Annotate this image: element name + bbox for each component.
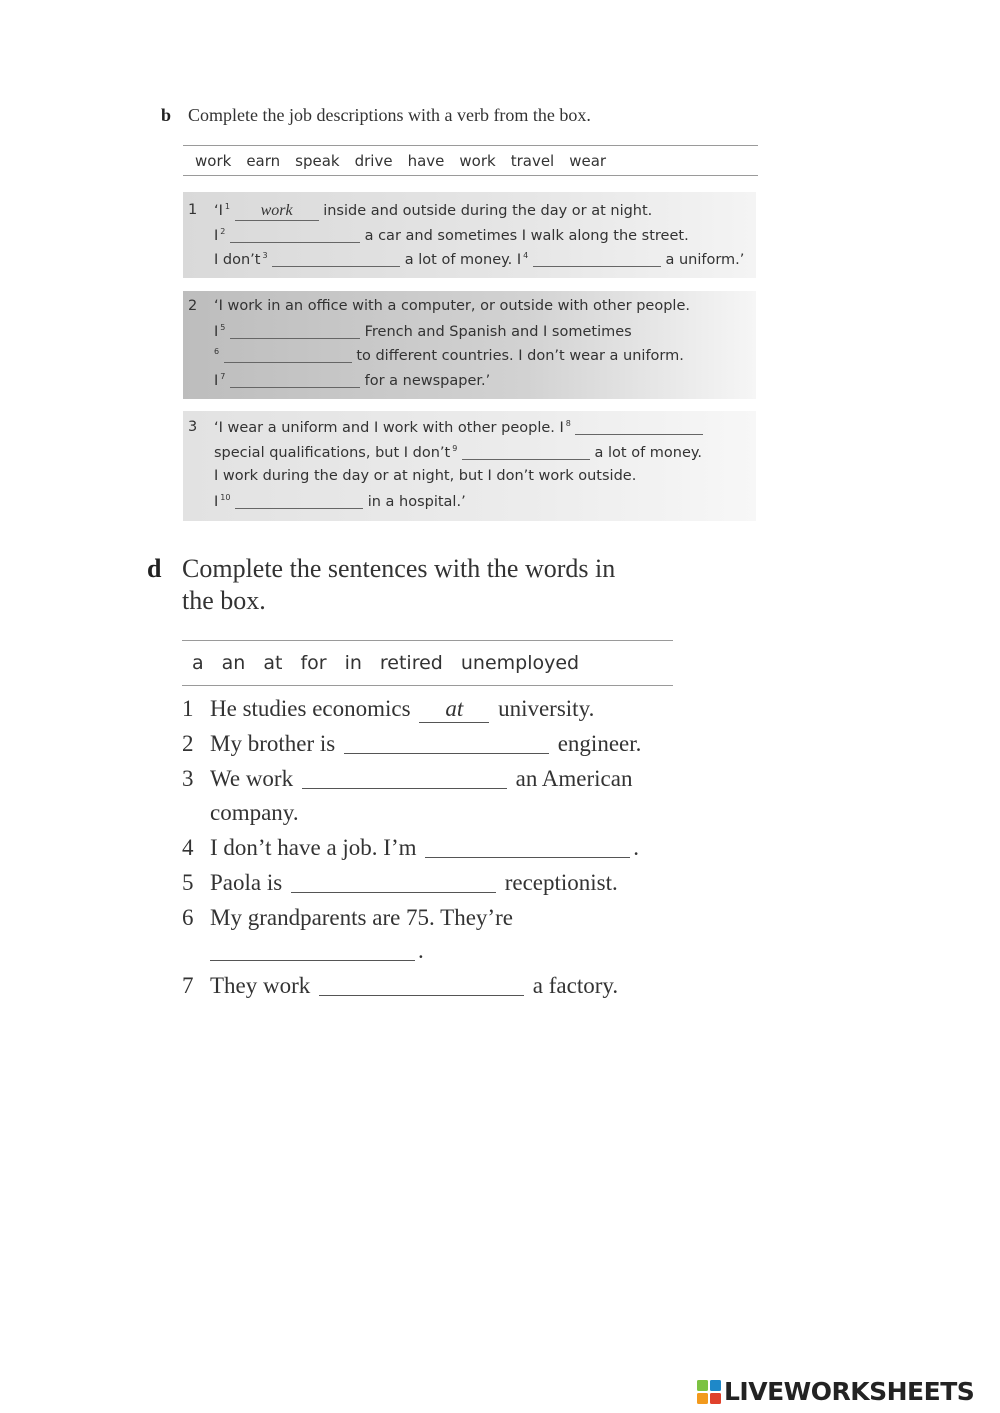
question-number: 2: [182, 731, 194, 756]
line-text: I: [214, 372, 219, 389]
job-description-1: [183, 192, 756, 278]
answer-blank-9[interactable]: [462, 445, 590, 460]
word-box: [182, 640, 673, 686]
verb-word-box: [183, 145, 758, 176]
word-box-item: travel: [510, 151, 555, 170]
gap-number: 9: [452, 444, 458, 453]
question-3-continuation: company.: [210, 800, 299, 825]
word-box-item: work: [459, 151, 496, 170]
question-3: [182, 766, 632, 792]
section-d-instruction-cont: the box.: [182, 586, 266, 615]
answer-blank-7[interactable]: [230, 373, 360, 388]
line-text: ‘I wear a uniform and I work with other people. I: [214, 419, 564, 436]
paragraph-line: [214, 202, 652, 221]
word-box-item: earn: [246, 151, 281, 170]
paragraph-number: 2: [188, 298, 198, 314]
line-text: I work during the day or at night, but I don’t work outside.: [214, 468, 637, 484]
paragraph-line: [214, 444, 702, 461]
answer-blank-d4[interactable]: [425, 839, 630, 858]
paragraph-number: 3: [188, 419, 198, 435]
question-text: He studies economics: [210, 696, 411, 721]
gap-number: 4: [523, 251, 529, 260]
word-box-item: have: [407, 151, 445, 170]
line-text: a lot of money. I: [404, 251, 522, 268]
gap-number: 7: [220, 372, 226, 381]
question-6-continuation: [210, 938, 424, 964]
answer-blank-d6[interactable]: [210, 942, 415, 961]
question-number: 6: [182, 905, 194, 930]
word-box-item: unemployed: [460, 652, 580, 674]
liveworksheets-mark-icon: [697, 1380, 721, 1404]
question-7: [182, 973, 618, 999]
gap-number: 2: [220, 227, 226, 236]
question-6: [182, 905, 513, 931]
line-text: a uniform.’: [665, 251, 745, 268]
line-text: in a hospital.’: [367, 493, 466, 510]
logo-text: LIVEWORKSHEETS: [724, 1377, 975, 1406]
gap-number: 8: [565, 419, 571, 428]
question-text: They work: [210, 973, 311, 998]
paragraph-line: [214, 227, 689, 244]
line-text: ‘I: [214, 203, 223, 219]
word-box-item: retired: [379, 652, 443, 674]
line-text: special qualifications, but I don’t: [214, 444, 451, 461]
question-number: 1: [182, 696, 194, 721]
line-text: I don’t: [214, 251, 261, 268]
answer-blank-d7[interactable]: [319, 977, 524, 996]
question-text: My grandparents are 75. They’re: [210, 905, 513, 930]
question-text: .: [418, 938, 424, 963]
line-text: I: [214, 227, 219, 244]
line-text: a lot of money.: [594, 444, 703, 461]
line-text: French and Spanish and I sometimes: [364, 323, 632, 340]
word-box-item: at: [263, 652, 283, 674]
gap-number: 6: [214, 347, 220, 356]
answer-blank-10[interactable]: [235, 494, 363, 509]
question-number: 3: [182, 766, 194, 791]
question-text: receptionist.: [504, 870, 618, 895]
paragraph-line: [214, 493, 466, 510]
gap-number: 10: [220, 493, 231, 502]
word-box-item: for: [300, 652, 327, 674]
answer-blank-d2[interactable]: [344, 735, 549, 754]
line-text: ‘I work in an office with a computer, or outside with other people.: [214, 298, 690, 314]
question-4: [182, 835, 639, 861]
paragraph-line: [214, 347, 684, 364]
answer-blank-5[interactable]: [230, 324, 360, 339]
word-box-item: in: [344, 652, 362, 674]
question-text: an American: [515, 766, 633, 791]
gap-number: 1: [224, 202, 230, 212]
line-text: I: [214, 493, 219, 510]
line-text: inside and outside during the day or at night.: [323, 203, 653, 219]
question-number: 7: [182, 973, 194, 998]
line-text: for a newspaper.’: [364, 372, 491, 389]
word-box-item: wear: [569, 151, 607, 170]
question-text: Paola is: [210, 870, 283, 895]
job-description-3: [183, 411, 756, 521]
answer-blank-8[interactable]: [575, 420, 703, 435]
section-b-instruction: Complete the job descriptions with a verb from the box.: [188, 105, 591, 125]
word-box-item: a: [192, 652, 204, 674]
answer-blank-d3[interactable]: [302, 770, 507, 789]
question-text: engineer.: [557, 731, 642, 756]
job-description-2: [183, 291, 756, 399]
question-text: .: [633, 835, 640, 860]
paragraph-line: [214, 372, 490, 389]
question-2: [182, 731, 641, 757]
answer-blank-2[interactable]: [230, 228, 360, 243]
paragraph-line: [214, 468, 636, 484]
question-text: We work: [210, 766, 294, 791]
answer-blank-d5[interactable]: [291, 874, 496, 893]
line-text: I: [214, 323, 219, 340]
question-1: [182, 696, 594, 723]
line-text: a car and sometimes I walk along the street.: [364, 227, 689, 244]
word-box-item: an: [221, 652, 246, 674]
answer-blank-1[interactable]: work: [235, 202, 319, 221]
section-d-letter: d: [147, 554, 162, 583]
answer-blank-3[interactable]: [272, 252, 400, 267]
question-text: university.: [498, 696, 595, 721]
section-b-letter: b: [161, 105, 172, 125]
section-d-instruction: Complete the sentences with the words in: [182, 554, 616, 583]
answer-blank-4[interactable]: [533, 252, 661, 267]
question-text: I don’t have a job. I’m: [210, 835, 417, 860]
word-box-item: drive: [354, 151, 393, 170]
gap-number: 5: [220, 323, 226, 332]
paragraph-line: [214, 323, 632, 340]
answer-blank-6[interactable]: [224, 348, 352, 363]
question-text: a factory.: [532, 973, 619, 998]
question-5: [182, 870, 618, 896]
word-box-item: speak: [295, 151, 340, 170]
gap-number: 3: [262, 251, 268, 260]
paragraph-line: [214, 251, 744, 268]
question-number: 4: [182, 835, 194, 860]
paragraph-number: 1: [188, 202, 198, 218]
liveworksheets-logo: [697, 1377, 974, 1406]
answer-blank-d1[interactable]: at: [419, 696, 489, 723]
question-text: My brother is: [210, 731, 336, 756]
paragraph-line: [214, 298, 690, 314]
question-number: 5: [182, 870, 194, 895]
line-text: to different countries. I don’t wear a uniform.: [356, 347, 684, 364]
word-box-item: work: [195, 151, 232, 170]
paragraph-line: [214, 419, 703, 436]
